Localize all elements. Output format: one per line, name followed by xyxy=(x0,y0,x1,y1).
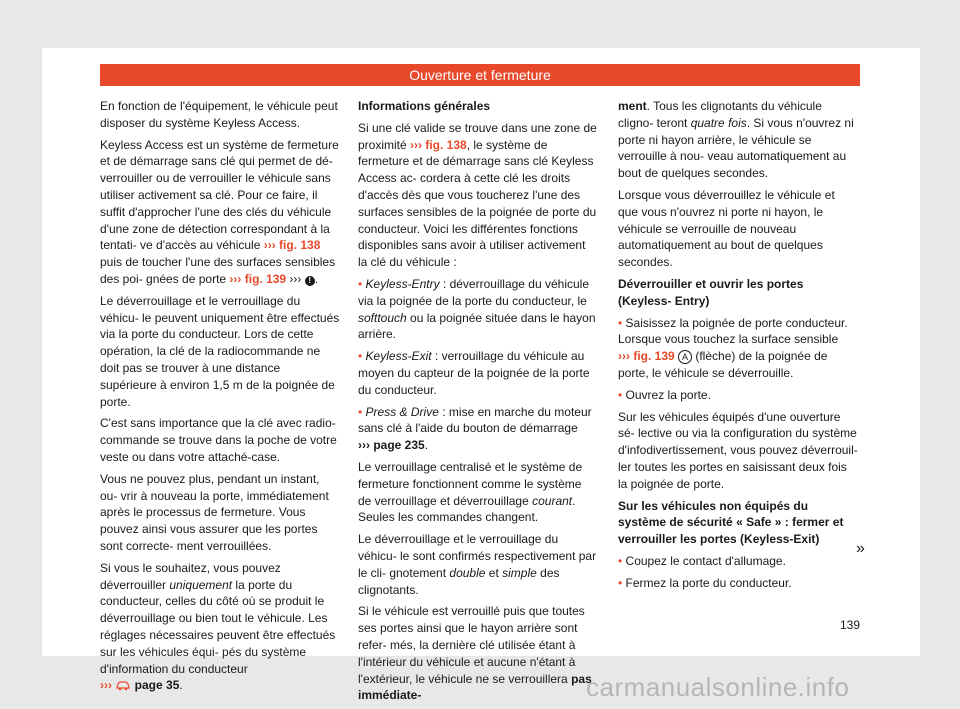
list-item: • Saisissez la poignée de porte conducteur. Lorsque vous touchez la surface sensible ››› fig. 139 A (flèche) de la poignée de porte, le véhicule se déverrouille. xyxy=(618,315,848,380)
column-3 xyxy=(618,98,858,597)
paragraph: Si vous le souhaitez, vous pouvez déverrouiller uniquement la porte du conducteur, celles du côté où se produit le déverrouillage ou bien tout le véhicule. Les réglages nécessaires peuvent être effectués sur les véhicules équi- pés du système d'information du conducteur ››› page 35. xyxy=(100,560,340,696)
fig-139-link[interactable]: ››› fig. 139 xyxy=(229,271,287,286)
section-heading: Déverrouiller et ouvrir les portes (Keyless- Entry) xyxy=(618,276,804,308)
bullet-icon: • xyxy=(358,404,363,419)
paragraph: Sur les véhicules équipés d'une ouverture sé- lective ou via la configuration du système d'infodivertissement, vous pouvez déverrouil- ler toutes les portes en saisissant deux fois la poignée de porte. xyxy=(618,409,858,491)
callout-a-icon: A xyxy=(678,350,692,364)
continue-icon: » xyxy=(856,540,865,557)
paragraph: Keyless Access est un système de fermeture et de démarrage sans clé qui permet de dé- verrouiller ou de verrouiller le véhicule sans utiliser activement sa clé. Pour ce faire, il suffit d'approcher l'une des clés du véhicule d'une zone de détection correspondant à la tentati- ve d'accès au véhicule ››› fig. 138 puis de toucher l'une des surfaces sensibles des poi- gnées de porte ››› fig. 139 ››› ! . xyxy=(100,137,339,286)
car-info-icon xyxy=(115,679,131,696)
paragraph: Si une clé valide se trouve dans une zone de proximité ››› fig. 138, le système de fermeture et de démarrage sans clé Keyless Access ac- cordera à cette clé les droits d'accès dès que vous toucherez l'une des surfaces sensibles de la poignée de porte du conducteur. Voici les différentes fonctions disponibles sans avoir à utiliser activement la clé du véhicule : xyxy=(358,120,597,270)
paragraph: ment. Tous les clignotants du véhicule cligno- teront quatre fois. Si vous n'ouvrez ni porte ni hayon arrière, le véhicule se verrouille à nou- veau automatiquement au bout de quelques secondes. xyxy=(618,99,854,181)
list-item: • Fermez la porte du conducteur. xyxy=(618,575,792,590)
fig-139-link[interactable]: ››› fig. 139 xyxy=(618,349,675,364)
bullet-icon: • xyxy=(618,315,623,330)
column-1 xyxy=(100,98,340,701)
paragraph: Le déverrouillage et le verrouillage du véhicu- le sont confirmés respectivement par le cli- gnotement double et simple des clignotants. xyxy=(358,532,597,597)
bullet-icon: • xyxy=(358,276,363,291)
warning-icon: ! xyxy=(305,276,315,286)
section-heading: Sur les véhicules non équipés du système de sécurité « Safe » : fermer et verrouiller les portes (Keyless-Exit) xyxy=(618,498,844,547)
bullet-icon: • xyxy=(618,553,623,568)
paragraph: Vous ne pouvez plus, pendant un instant, ou- vrir à nouveau la porte, immédiatement après le processus de fermeture. Vous pouvez ainsi vous assurer que les portes sont correcte- ment verrouillées. xyxy=(100,471,329,553)
section-header: Ouverture et fermeture xyxy=(100,64,860,86)
section-heading: Informations générales xyxy=(358,99,491,113)
watermark: carmanualsonline.info xyxy=(586,672,850,702)
list-item: • Ouvrez la porte. xyxy=(618,387,711,402)
list-item: • Press & Drive : mise en marche du moteur sans clé à l'aide du bouton de démarrage ››› page 235. xyxy=(358,404,592,453)
column-2 xyxy=(358,98,598,709)
paragraph: Le verrouillage centralisé et le système de fermeture fonctionnent comme le système de verrouillage et déverrouillage courant. Seules les commandes changent. xyxy=(358,459,583,525)
bullet-icon: • xyxy=(618,575,623,590)
page-235-link[interactable]: ››› page 235 xyxy=(358,438,425,453)
list-item: • Coupez le contact d'allumage. xyxy=(618,553,786,568)
paragraph: Le déverrouillage et le verrouillage du véhicu- le peuvent uniquement être effectués via la porte du conducteur. Lors de cette opération, la clé de la radiocommande ne doit pas se trouver à une distance supérieure à environ 1,5 m de la poignée de porte. xyxy=(100,293,340,409)
fig-138-link[interactable]: ››› fig. 138 xyxy=(263,238,321,253)
bullet-icon: • xyxy=(358,349,363,364)
fig-138-link[interactable]: ››› fig. 138 xyxy=(410,137,467,152)
paragraph: Si le véhicule est verrouillé puis que toutes ses portes ainsi que le hayon arrière sont refer- més, la dernière clé utilisée étant à l'intérieur du véhicule et aucune n'étant à l'extérieur, le véhicule ne se verrouillera pas immédiate- xyxy=(358,604,592,703)
paragraph: Lorsque vous déverrouillez le véhicule et que vous n'ouvrez ni porte ni hayon, le véhicule se verrouille de nouveau automatiquement au bout de quelques secondes. xyxy=(618,187,835,270)
paragraph: En fonction de l'équipement, le véhicule peut disposer du système Keyless Access. xyxy=(100,99,338,130)
page-number: 139 xyxy=(840,618,861,632)
list-item: • Keyless-Exit : verrouillage du véhicule au moyen du capteur de la poignée de la porte du conducteur. xyxy=(358,349,590,397)
list-item: • Keyless-Entry : déverrouillage du véhicule via la poignée de la porte du conducteur, le softtouch ou la poignée située dans le hayon arrière. xyxy=(358,276,596,342)
bullet-icon: • xyxy=(618,387,623,402)
page-35-link[interactable]: page 35 xyxy=(131,678,180,693)
paragraph: C'est sans importance que la clé avec radio- commande se trouve dans la poche de votre veste ou dans votre attaché-case. xyxy=(100,416,337,464)
